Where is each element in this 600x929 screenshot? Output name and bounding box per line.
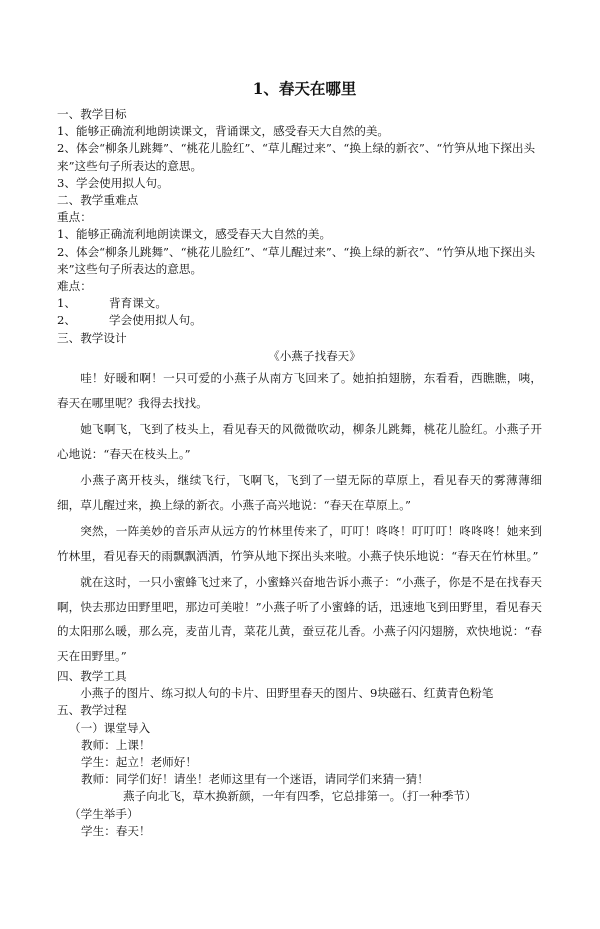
story-title: 《小燕子找春天》 bbox=[268, 348, 361, 363]
difficult-point-text: 背育课文。 bbox=[109, 296, 167, 311]
page-title: 1、春天在哪里 bbox=[252, 79, 357, 98]
story-paragraph: 哇！好暖和啊！一只可爱的小燕子从南方飞回来了。她拍拍翅膀，东看看，西瞧瞧，咦，春天在哪里呢？我得去找找。 bbox=[57, 371, 542, 411]
difficult-point bbox=[57, 295, 542, 312]
goal-item: 3、学会使用拟人句。 bbox=[57, 175, 169, 190]
subsection-heading: （一）课堂导入 bbox=[69, 720, 151, 735]
dialog-line: 教师：上课！ bbox=[81, 737, 151, 752]
difficult-point-number: 1、 bbox=[57, 296, 76, 311]
dialog-line: 教师：同学们好！请坐！老师这里有一个迷语，请同学们来猜一猜！ bbox=[81, 772, 429, 787]
key-point: 2、体会“柳条儿跳舞”、“桃花儿脸红”、“草儿醒过来”、“换上绿的新衣”、“竹笋从地下探出头来”这些句子所表达的意思。 bbox=[57, 244, 536, 276]
tools-list: 小燕子的图片、练习拟人句的卡片、田野里春天的图片、9块磁石、红黄青色粉笔 bbox=[80, 686, 494, 701]
difficult-point-number: 2、 bbox=[57, 313, 76, 328]
difficult-point-text: 学会使用拟人句。 bbox=[109, 313, 202, 328]
story-paragraph: 她飞啊飞，飞到了枝头上，看见春天的风微微吹动，柳条儿跳舞，桃花儿脸红。小燕子开心地说：“春天在枝头上。” bbox=[57, 422, 542, 462]
story-paragraph: 就在这时，一只小蜜蜂飞过来了，小蜜蜂兴奋地告诉小燕子：“小燕子，你是不是在找春天啊，快去那边田野里吧，那边可美啦！”小燕子听了小蜜蜂的话，迅速地飞到田野里，看见春天的太阳那么暖，那么亮，麦苗儿青，菜花儿黄，蚕豆花儿香。小燕子闪闪翅膀，欢快地说：“春天在田野里。” bbox=[57, 575, 542, 663]
section-heading-tools: 四、教学工具 bbox=[57, 669, 127, 684]
difficult-label: 难点： bbox=[57, 279, 92, 294]
goal-item: 1、能够正确流利地朗读课文，背诵课文，感受春天大自然的美。 bbox=[57, 124, 390, 139]
difficult-point bbox=[57, 312, 542, 329]
section-heading-process: 五、教学过程 bbox=[57, 703, 127, 718]
section-heading-design: 三、教学设计 bbox=[57, 330, 127, 345]
story-paragraph: 突然，一阵美妙的音乐声从远方的竹林里传来了，叮叮！咚咚！叮叮叮！咚咚咚！她来到竹林里，看见春天的雨飘飘洒洒，竹笋从地下探出头来啦。小燕子快乐地说：“春天在竹林里。” bbox=[57, 524, 542, 564]
dialog-line: 学生：春天！ bbox=[81, 823, 151, 838]
stage-direction: （学生举手） bbox=[69, 806, 139, 821]
section-heading-goals: 一、教学目标 bbox=[57, 107, 127, 121]
dialog-line: 学生：起立！老师好！ bbox=[81, 755, 197, 770]
riddle-text: 燕子向北飞，草木换新颜，一年有四季，它总排第一。（打一种季节） bbox=[123, 789, 477, 804]
key-point: 1、能够正确流利地朗读课文，感受春天大自然的美。 bbox=[57, 227, 332, 242]
document-page bbox=[0, 79, 600, 929]
key-label: 重点： bbox=[57, 210, 92, 225]
story-paragraph: 小燕子离开枝头，继续飞行，飞啊飞，飞到了一望无际的草原上，看见春天的雾薄薄细细，草儿醒过来，换上绿的新衣。小燕子高兴地说：“春天在草原上。” bbox=[57, 473, 542, 513]
goal-item: 2、体会“柳条儿跳舞”、“桃花儿脸红”、“草儿醒过来”、“换上绿的新衣”、“竹笋从地下探出头来”这些句子所表达的意思。 bbox=[57, 141, 536, 173]
section-heading-key-difficult: 二、教学重难点 bbox=[57, 193, 139, 208]
